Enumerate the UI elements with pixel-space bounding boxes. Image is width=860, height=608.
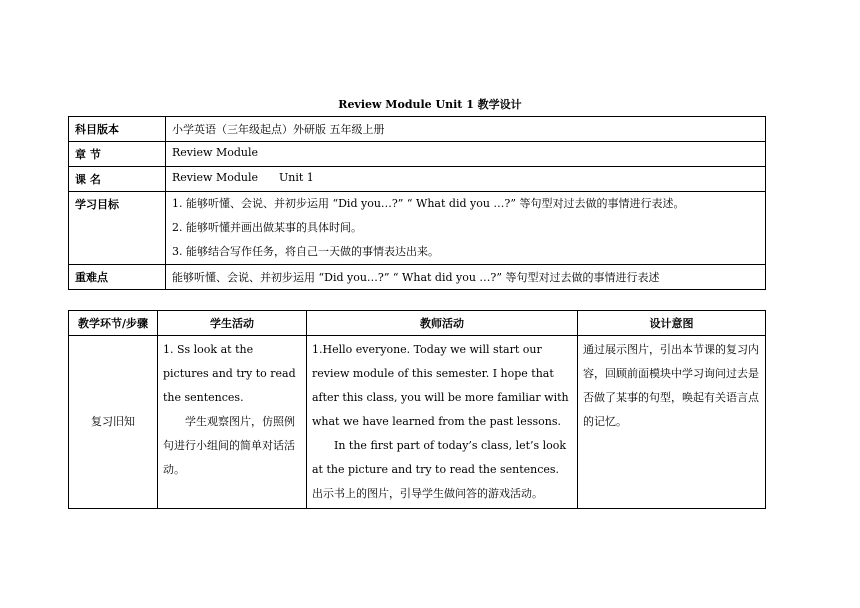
step-cell: 复习旧知 xyxy=(69,336,158,509)
info-value: 小学英语（三年级起点）外研版 五年级上册 xyxy=(166,117,766,142)
teacher-activity-text: 出示书上的图片，引导学生做问答的游戏活动。 xyxy=(312,487,543,500)
teacher-activity-cell xyxy=(307,336,578,509)
info-row-key-points xyxy=(69,265,766,290)
student-activity-cell xyxy=(158,336,307,509)
info-label: 重难点 xyxy=(69,265,166,290)
info-row-subject xyxy=(69,117,766,142)
student-activity-text: 1. Ss look at the pictures and try to read the sentences. xyxy=(163,343,296,404)
design-intent-cell: 通过展示图片，引出本节课的复习内容，回顾前面模块中学习询问过去是否做了某事的句型，唤起有关语言点的记忆。 xyxy=(578,336,766,509)
info-value: Review Module xyxy=(166,142,766,167)
objective-item: 2. 能够听懂并画出做某事的具体时间。 xyxy=(172,221,362,234)
course-info-table xyxy=(68,116,766,290)
info-label: 学习目标 xyxy=(69,192,166,265)
document-title: Review Module Unit 1 教学设计 xyxy=(338,98,522,111)
info-label: 章 节 xyxy=(69,142,166,167)
info-row-lesson xyxy=(69,167,766,192)
column-header-student: 学生活动 xyxy=(158,311,307,336)
plan-header-row xyxy=(69,311,766,336)
info-row-objectives xyxy=(69,192,766,265)
column-header-intent: 设计意图 xyxy=(578,311,766,336)
teaching-plan-table xyxy=(68,310,766,509)
column-header-step: 教学环节/步骤 xyxy=(69,311,158,336)
objective-item: 1. 能够听懂、会说、并初步运用 “Did you…?” “ What did you …?” 等句型对过去做的事情进行表述。 xyxy=(172,197,685,210)
info-row-chapter xyxy=(69,142,766,167)
teacher-activity-text: 1.Hello everyone. Today we will start our review module of this semester. I hope that after this class, you will be more familiar with what we have learned from the past lessons. xyxy=(312,343,569,428)
column-header-teacher: 教师活动 xyxy=(307,311,578,336)
info-value: Review Module Unit 1 xyxy=(166,167,766,192)
info-label: 科目版本 xyxy=(69,117,166,142)
info-label: 课 名 xyxy=(69,167,166,192)
plan-row xyxy=(69,336,766,509)
objectives-list xyxy=(166,192,766,265)
info-value: 能够听懂、会说、并初步运用 “Did you…?” “ What did you …?” 等句型对过去做的事情进行表述 xyxy=(166,265,766,290)
student-activity-text: 学生观察图片，仿照例句进行小组间的简单对话活动。 xyxy=(163,415,295,476)
teacher-activity-text: In the first part of today’s class, let’s look at the picture and try to read the sentences. xyxy=(312,439,567,476)
objective-item: 3. 能够结合写作任务，将自己一天做的事情表达出来。 xyxy=(172,245,439,258)
